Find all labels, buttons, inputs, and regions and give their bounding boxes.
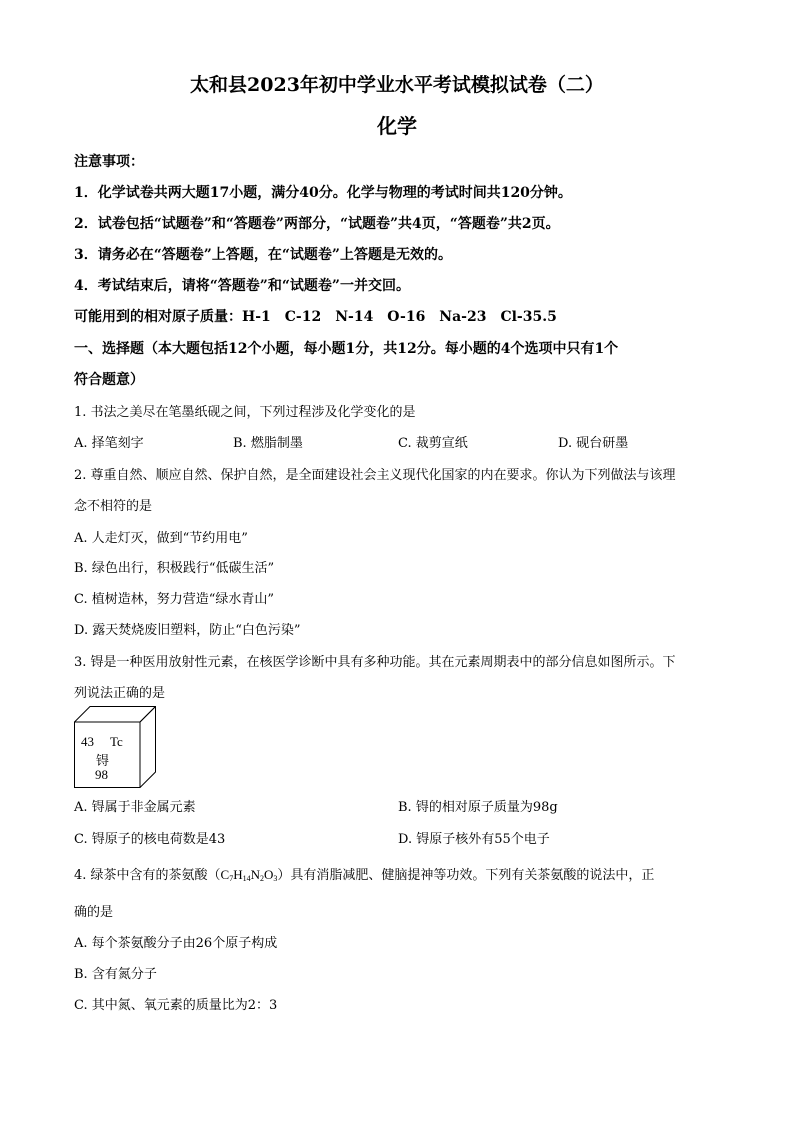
section-heading: 一、选择题（本大题包括12个小题，每小题1分，共12分。每小题的4个选项中只有1个 bbox=[74, 341, 619, 357]
notice-heading: 注意事项： bbox=[74, 154, 144, 170]
notice-item-4: 4．考试结束后，请将“答题卷”和“试题卷”一并交回。 bbox=[74, 278, 410, 294]
q1-option-b: B. 燃脂制墨 bbox=[233, 436, 303, 451]
element-mass: 98 bbox=[95, 767, 108, 782]
element-name: 锝 bbox=[96, 753, 110, 768]
element-tile bbox=[74, 706, 156, 788]
formula-o: O bbox=[264, 867, 274, 882]
question-2-stem-cont: 念不相符的是 bbox=[74, 499, 153, 514]
q2-option-c: C. 植树造林，努力营造“绿水青山” bbox=[74, 592, 275, 607]
notice-item-1: 1．化学试卷共两大题17小题，满分40分。化学与物理的考试时间共120分钟。 bbox=[74, 185, 572, 201]
chemical-formula bbox=[221, 867, 278, 882]
element-number: 43 bbox=[81, 734, 94, 749]
formula-o-count: 3 bbox=[273, 874, 278, 883]
notice-item-2: 2．试卷包括“试题卷”和“答题卷”两部分，“试题卷”共4页，“答题卷”共2页。 bbox=[74, 216, 560, 232]
q4-option-a: A. 每个茶氨酸分子由26个原子构成 bbox=[74, 936, 278, 951]
formula-h: H bbox=[233, 867, 243, 882]
q2-option-d: D. 露天焚烧废旧塑料，防止“白色污染” bbox=[74, 623, 301, 638]
formula-n-count: 2 bbox=[260, 874, 264, 883]
atomic-masses: 可能用到的相对原子质量：H-1 C-12 N-14 O-16 Na-23 Cl-35.5 bbox=[74, 309, 557, 325]
section-heading-cont: 符合题意） bbox=[74, 372, 144, 388]
q1-option-d: D. 砚台研墨 bbox=[558, 436, 629, 451]
q2-option-b: B. 绿色出行，积极践行“低碳生活” bbox=[74, 561, 275, 576]
q4-option-c: C. 其中氮、氧元素的质量比为2：3 bbox=[74, 998, 278, 1013]
q4-stem-post: ）具有消脂减肥、健脑提神等功效。下列有关茶氨酸的说法中，正 bbox=[277, 868, 655, 883]
formula-c-count: 7 bbox=[229, 874, 234, 883]
subject-title: 化学 bbox=[377, 114, 417, 138]
question-4-stem-cont: 确的是 bbox=[74, 905, 114, 920]
q1-option-c: C. 裁剪宣纸 bbox=[398, 436, 468, 451]
formula-n: N bbox=[250, 867, 260, 882]
q3-option-d: D. 锝原子核外有55个电子 bbox=[398, 832, 550, 847]
question-1-stem: 1. 书法之美尽在笔墨纸砚之间，下列过程涉及化学变化的是 bbox=[74, 405, 416, 420]
question-4-stem bbox=[74, 864, 654, 883]
q4-option-b: B. 含有氮分子 bbox=[74, 967, 157, 982]
q3-option-b: B. 锝的相对原子质量为98g bbox=[398, 800, 558, 815]
q3-option-a: A. 锝属于非金属元素 bbox=[74, 800, 196, 815]
element-symbol: Tc bbox=[110, 734, 123, 749]
question-3-stem-cont: 列说法正确的是 bbox=[74, 686, 166, 701]
question-3-stem: 3. 锝是一种医用放射性元素，在核医学诊断中具有多种功能。其在元素周期表中的部分信息如图所示。下 bbox=[74, 655, 676, 670]
q2-option-a: A. 人走灯灭，做到“节约用电” bbox=[74, 531, 248, 546]
q1-option-a: A. 择笔刻字 bbox=[74, 436, 144, 451]
formula-h-count: 14 bbox=[242, 874, 251, 883]
notice-item-3: 3．请务必在“答题卷”上答题，在“试题卷”上答题是无效的。 bbox=[74, 247, 452, 263]
q3-option-c: C. 锝原子的核电荷数是43 bbox=[74, 832, 226, 847]
exam-title: 太和县2023年初中学业水平考试模拟试卷（二） bbox=[190, 74, 604, 96]
question-2-stem: 2. 尊重自然、顺应自然、保护自然，是全面建设社会主义现代化国家的内在要求。你认为下列做法与该理 bbox=[74, 468, 676, 483]
q4-stem-pre: 4. 绿茶中含有的茶氨酸（ bbox=[74, 868, 221, 883]
formula-c: C bbox=[220, 867, 230, 882]
